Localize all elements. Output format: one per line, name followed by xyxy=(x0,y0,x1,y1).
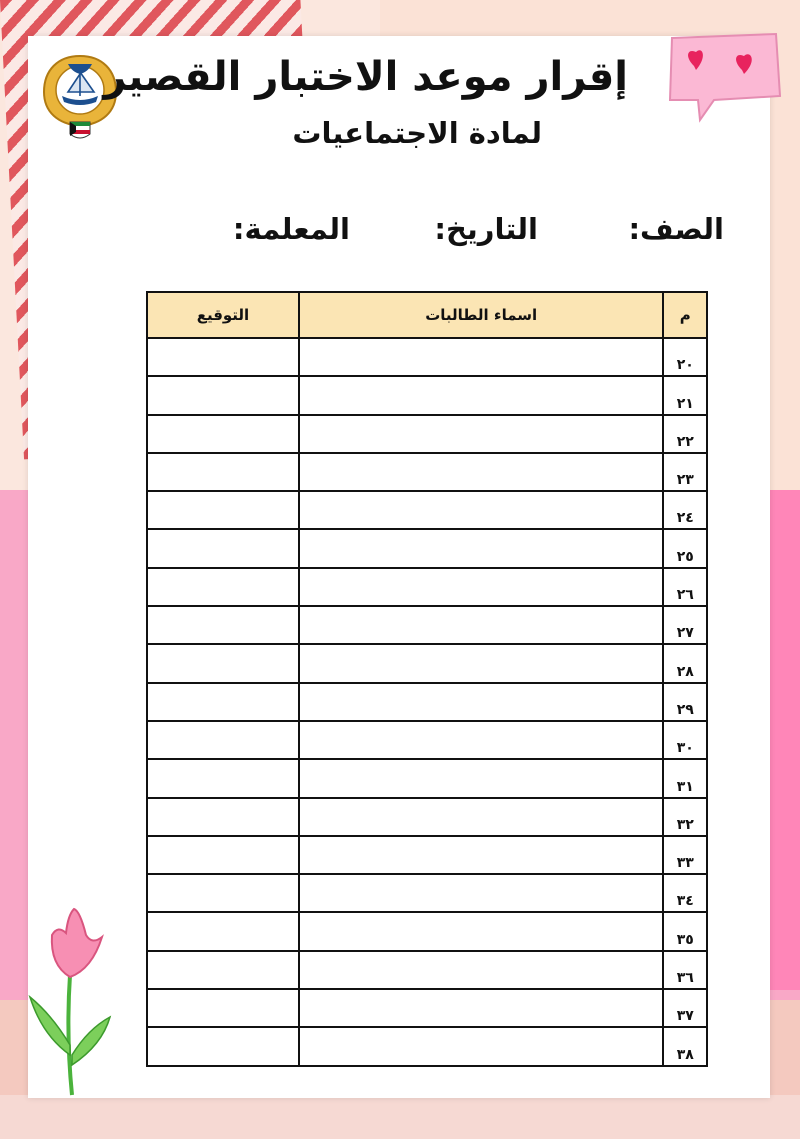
table-header-row xyxy=(147,292,707,338)
row-number: ٣٦ xyxy=(663,951,707,989)
student-name-cell[interactable] xyxy=(299,491,664,529)
signature-cell[interactable] xyxy=(147,606,299,644)
signature-cell[interactable] xyxy=(147,568,299,606)
signature-cell[interactable] xyxy=(147,912,299,950)
row-number: ٢٣ xyxy=(663,453,707,491)
signature-cell[interactable] xyxy=(147,376,299,414)
signature-cell[interactable] xyxy=(147,951,299,989)
student-name-cell[interactable] xyxy=(299,338,664,376)
signature-cell[interactable] xyxy=(147,989,299,1027)
page-title: إقرار موعد الاختبار القصير xyxy=(103,54,628,100)
table-row xyxy=(147,874,707,912)
student-name-cell[interactable] xyxy=(299,912,664,950)
signature-cell[interactable] xyxy=(147,644,299,682)
table-row xyxy=(147,683,707,721)
signature-cell[interactable] xyxy=(147,1027,299,1065)
signature-cell[interactable] xyxy=(147,683,299,721)
signature-cell[interactable] xyxy=(147,721,299,759)
header-signature: التوقيع xyxy=(147,292,299,338)
student-name-cell[interactable] xyxy=(299,376,664,414)
table-row xyxy=(147,836,707,874)
signature-cell[interactable] xyxy=(147,836,299,874)
signature-cell[interactable] xyxy=(147,874,299,912)
student-name-cell[interactable] xyxy=(299,415,664,453)
table-row xyxy=(147,568,707,606)
student-name-cell[interactable] xyxy=(299,683,664,721)
student-name-cell[interactable] xyxy=(299,568,664,606)
row-number: ٢٩ xyxy=(663,683,707,721)
heart-chat-bubble-icon xyxy=(662,28,786,124)
signature-cell[interactable] xyxy=(147,529,299,567)
table-row xyxy=(147,759,707,797)
table-row xyxy=(147,606,707,644)
student-name-cell[interactable] xyxy=(299,951,664,989)
student-name-cell[interactable] xyxy=(299,453,664,491)
row-number: ٣٢ xyxy=(663,798,707,836)
page-subtitle: لمادة الاجتماعيات xyxy=(292,116,542,150)
row-number: ٣٨ xyxy=(663,1027,707,1065)
background-bottom-strip xyxy=(0,1095,800,1139)
student-name-cell[interactable] xyxy=(299,798,664,836)
table-row xyxy=(147,721,707,759)
class-label: الصف: xyxy=(628,212,724,246)
table-row xyxy=(147,644,707,682)
teacher-label: المعلمة: xyxy=(232,212,350,246)
row-number: ٢٦ xyxy=(663,568,707,606)
student-name-cell[interactable] xyxy=(299,874,664,912)
row-number: ٢٨ xyxy=(663,644,707,682)
student-name-cell[interactable] xyxy=(299,1027,664,1065)
signature-cell[interactable] xyxy=(147,798,299,836)
table-row xyxy=(147,912,707,950)
signature-cell[interactable] xyxy=(147,759,299,797)
row-number: ٣٠ xyxy=(663,721,707,759)
row-number: ٣٣ xyxy=(663,836,707,874)
header-names: اسماء الطالبات xyxy=(299,292,664,338)
row-number: ٣٧ xyxy=(663,989,707,1027)
signature-cell[interactable] xyxy=(147,491,299,529)
signature-cell[interactable] xyxy=(147,453,299,491)
table-row xyxy=(147,798,707,836)
row-number: ٢٤ xyxy=(663,491,707,529)
table-row xyxy=(147,1027,707,1065)
table-row xyxy=(147,491,707,529)
table-row xyxy=(147,529,707,567)
row-number: ٢٠ xyxy=(663,338,707,376)
table-row xyxy=(147,453,707,491)
table-row xyxy=(147,989,707,1027)
student-name-cell[interactable] xyxy=(299,606,664,644)
header-number: م xyxy=(663,292,707,338)
student-name-cell[interactable] xyxy=(299,529,664,567)
students-table xyxy=(146,291,708,1067)
row-number: ٣٥ xyxy=(663,912,707,950)
row-number: ٣١ xyxy=(663,759,707,797)
date-label: التاريخ: xyxy=(434,212,538,246)
student-name-cell[interactable] xyxy=(299,721,664,759)
student-name-cell[interactable] xyxy=(299,759,664,797)
student-name-cell[interactable] xyxy=(299,989,664,1027)
table-row xyxy=(147,376,707,414)
row-number: ٢٥ xyxy=(663,529,707,567)
table-row xyxy=(147,338,707,376)
student-name-cell[interactable] xyxy=(299,836,664,874)
student-name-cell[interactable] xyxy=(299,644,664,682)
row-number: ٢٢ xyxy=(663,415,707,453)
signature-cell[interactable] xyxy=(147,338,299,376)
tulip-icon xyxy=(22,905,122,1100)
signature-cell[interactable] xyxy=(147,415,299,453)
table-row xyxy=(147,951,707,989)
table-row xyxy=(147,415,707,453)
row-number: ٣٤ xyxy=(663,874,707,912)
row-number: ٢٧ xyxy=(663,606,707,644)
row-number: ٢١ xyxy=(663,376,707,414)
